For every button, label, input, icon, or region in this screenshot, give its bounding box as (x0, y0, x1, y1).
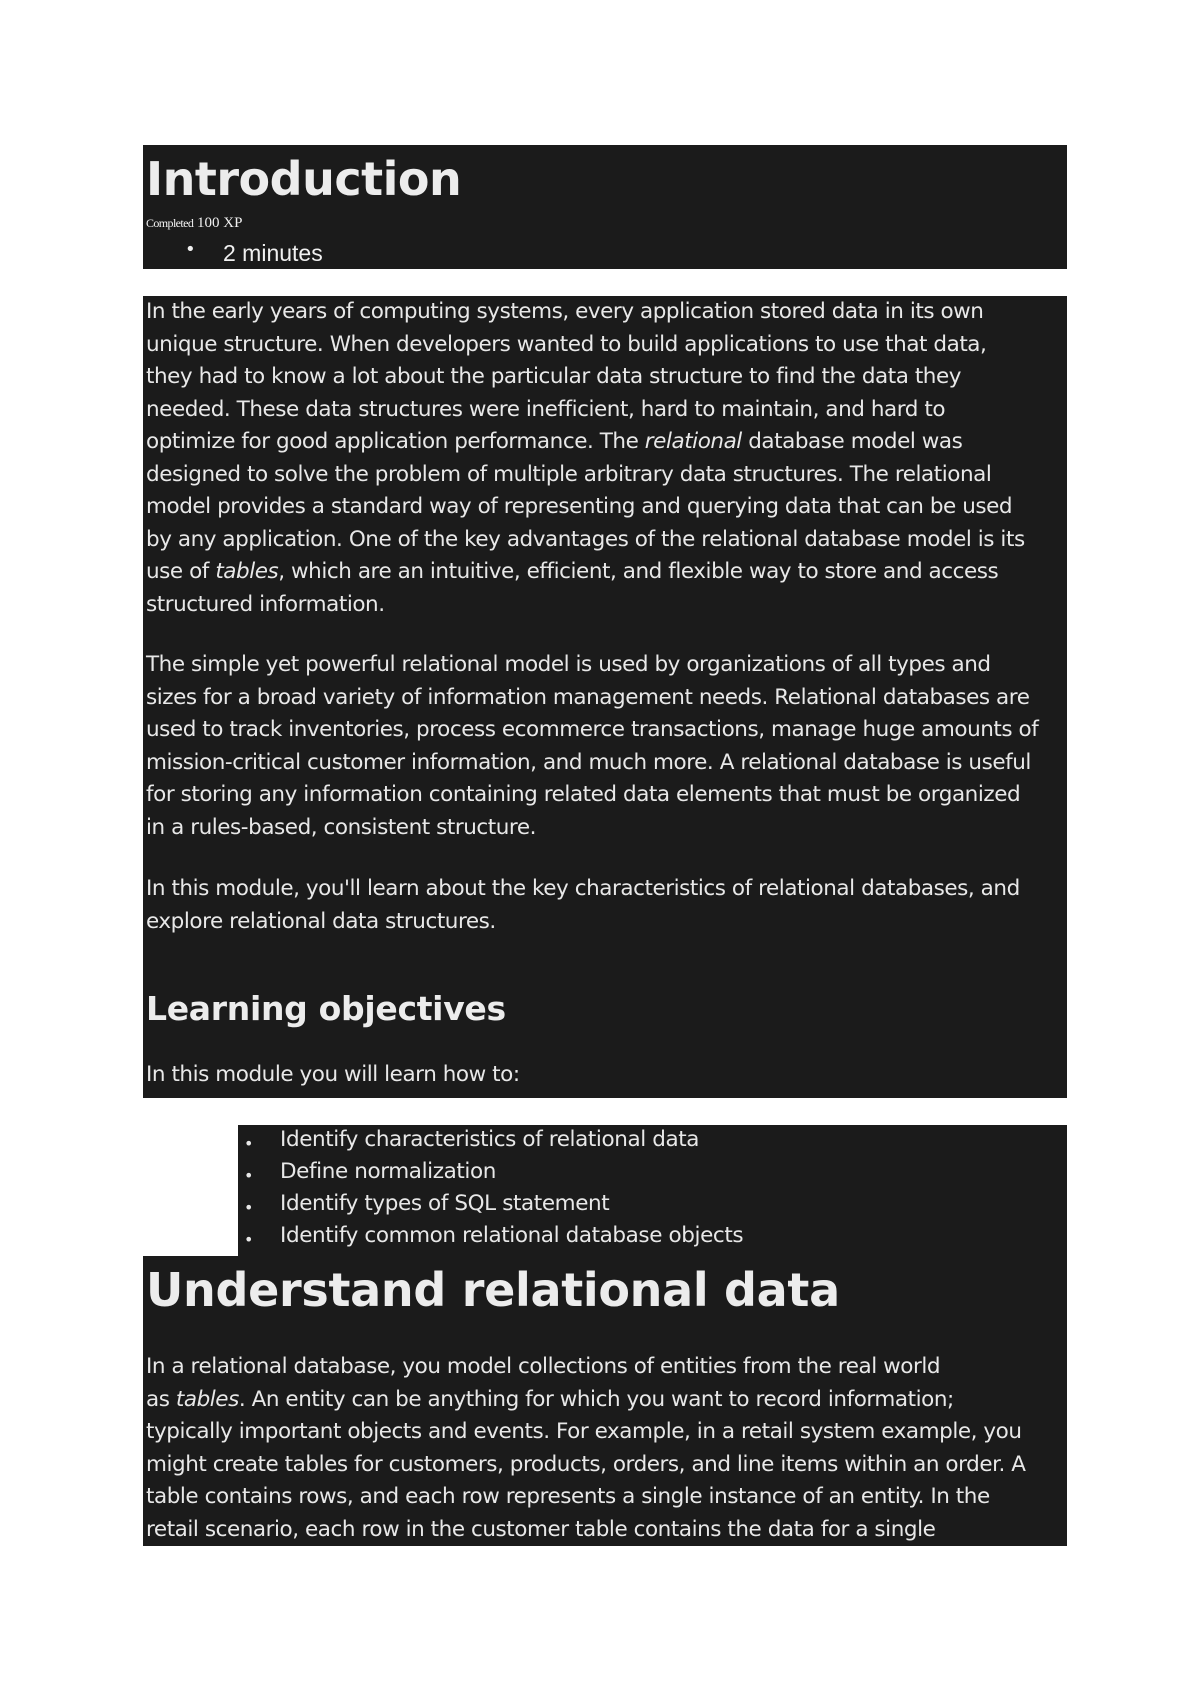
text-span: . An entity can be anything for which you want to record information; (238, 1386, 954, 1412)
text-span: optimize for good application performance. The (146, 429, 645, 454)
duration-strip (179, 235, 1067, 269)
section-relational-data (143, 1256, 1067, 1546)
objectives-heading: Learning objectives (146, 989, 506, 1028)
completion-status (146, 215, 242, 232)
list-item-text: Identify common relational database objects (280, 1223, 744, 1248)
text-line: they had to know a lot about the particular data structure to find the data they (146, 364, 962, 389)
bullet-icon: • (244, 1166, 254, 1185)
list-item-text: Identify types of SQL statement (280, 1191, 610, 1216)
text-line: in a rules-based, consistent structure. (146, 814, 537, 840)
section-title: Understand relational data (146, 1263, 840, 1317)
text-line: typically important objects and events. For example, in a retail system example, you (146, 1419, 1022, 1444)
text-line: by any application. One of the key advantages of the relational database model is its (146, 526, 1025, 552)
text-line: unique structure. When developers wanted to build applications to use that data, (146, 331, 987, 357)
text-line: table contains rows, and each row represents a single instance of an entity. In the (146, 1484, 990, 1509)
text-line: needed. These data structures were inefficient, hard to maintain, and hard to (146, 396, 946, 422)
text-span: , which are an intuitive, efficient, and flexible way to store and access (278, 559, 999, 584)
intro-body-block (143, 296, 1067, 1098)
bullet-icon: • (244, 1230, 254, 1249)
objectives-list (238, 1125, 1067, 1256)
emphasis-relational: relational (644, 429, 742, 454)
text-line: In a relational database, you model collections of entities from the real world (146, 1354, 941, 1379)
text-line (146, 426, 1064, 459)
duration: 2 minutes (223, 240, 323, 266)
text-line: model provides a standard way of representing and querying data that can be used (146, 494, 1013, 519)
text-line (146, 1384, 1064, 1417)
emphasis-tables: tables (175, 1386, 239, 1412)
emphasis-tables: tables (215, 559, 279, 584)
text-line: In the early years of computing systems, every application stored data in its own (146, 299, 984, 324)
text-line: structured information. (146, 591, 385, 617)
list-item-text: Identify characteristics of relational data (280, 1127, 700, 1152)
text-line: mission-critical customer information, and much more. A relational database is useful (146, 749, 1031, 775)
text-line: used to track inventories, process ecommerce transactions, manage huge amounts of (146, 717, 1039, 742)
bullet-icon: • (244, 1134, 254, 1153)
text-line (146, 556, 1064, 589)
bullet-icon: • (185, 239, 196, 260)
text-line: designed to solve the problem of multiple arbitrary data structures. The relational (146, 461, 992, 487)
text-line: sizes for a broad variety of information management needs. Relational databases are (146, 684, 1030, 710)
text-line: might create tables for customers, products, orders, and line items within an order. A (146, 1451, 1026, 1477)
text-span: database model was (741, 429, 963, 454)
list-item-text: Define normalization (280, 1159, 496, 1184)
text-line: In this module, you'll learn about the key characteristics of relational databases, and (146, 876, 1020, 901)
status-label: Completed (146, 216, 194, 230)
text-line: explore relational data structures. (146, 908, 496, 934)
bullet-icon: • (244, 1198, 254, 1217)
page-title: Introduction (146, 152, 462, 206)
text-line: for storing any information containing related data elements that must be organized (146, 782, 1021, 807)
objectives-intro: In this module you will learn how to: (146, 1062, 520, 1087)
text-line: The simple yet powerful relational model is used by organizations of all types and (146, 652, 991, 677)
text-span: as (146, 1386, 176, 1412)
text-span: use of (146, 559, 216, 584)
xp-value: 100 XP (197, 215, 243, 231)
text-line: retail scenario, each row in the customer table contains the data for a single (146, 1516, 936, 1542)
